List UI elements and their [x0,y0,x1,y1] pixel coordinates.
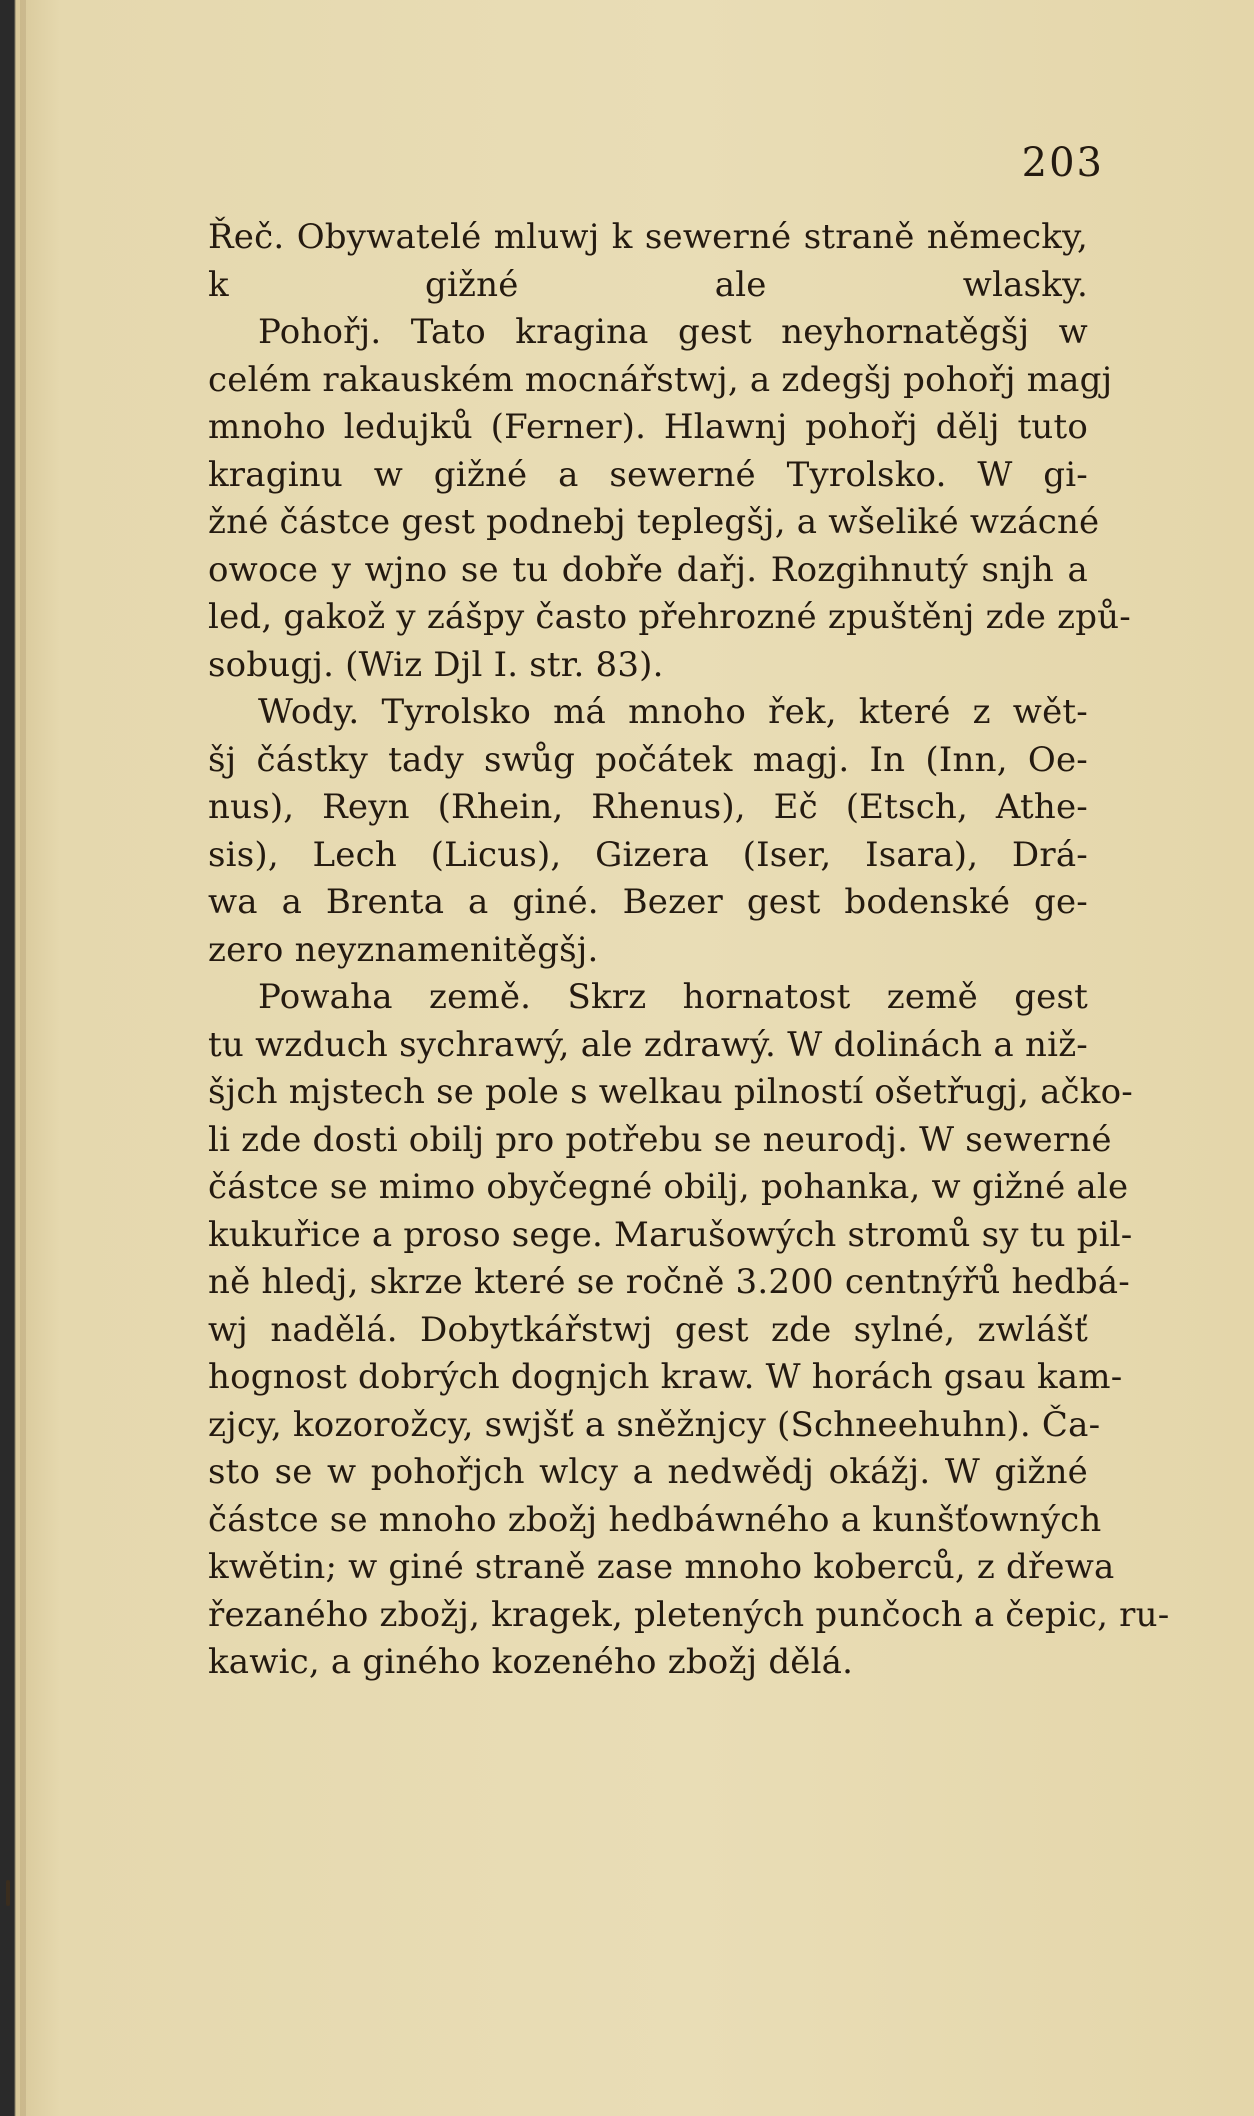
text-line: hognost dobrých dognjch kraw. W horách gsau kam- [208,1357,1123,1397]
text-line: šjch mjstech se pole s welkau pilností ošetřugj, ačko- [208,1072,1133,1112]
text-line: kwětin; w giné straně zase mnoho koberců, z dřewa [208,1547,1115,1587]
binding-gutter [20,0,26,2116]
text-line: celém rakauském mocnářstwj, a zdegšj pohořj magj [208,359,1113,400]
text-line: mnoho ledujků (Ferner). Hlawnj pohořj dělj tuto [208,407,1088,447]
text-line: řezaného zbožj, kragek, pletených punčoch a čepic, ru- [208,1594,1170,1635]
page-number: 203 [1021,140,1104,186]
text-line: owoce y wjno se tu dobře dařj. Rozgihnutý snjh a [208,549,1088,590]
body-text [208,214,1170,1687]
text-line: ně hledj, skrze které se ročně 3.200 centnýřů hedbá- [208,1262,1130,1302]
text-line: částce se mimo obyčegné obilj, pohanka, w gižné ale [208,1167,1129,1207]
text-line: wj nadělá. Dobytkářstwj gest zde sylné, zwlášť [208,1309,1088,1350]
text-line: žné částce gest podnebj teplegšj, a wšeliké wzácné [208,502,1100,542]
text-line: tu wzduch sychrawý, ale zdrawý. W dolinách a niž- [208,1024,1088,1065]
text-line: částce se mnoho zbožj hedbáwného a kunšťowných [208,1499,1102,1540]
text-line: sobugj. (Wiz Djl I. str. 83). [208,644,664,685]
text-line: Powaha země. Skrz hornatost země gest [258,977,1088,1017]
text-line: li zde dosti obilj pro potřebu se neurodj. W sewerné [208,1119,1112,1160]
text-line: kraginu w gižné a sewerné Tyrolsko. W gi- [208,454,1088,495]
text-line: sto se w pohořjch wlcy a nedwědj okážj. W gižné [208,1452,1088,1492]
text-line: Pohořj. Tato kragina gest neyhornatěgšj w [258,312,1088,352]
text-line: kukuřice a proso sege. Marušowých stromů sy tu pil- [208,1214,1133,1255]
text-line: wa a Brenta a giné. Bezer gest bodenské ge- [208,882,1088,922]
text-line: zero neyznamenitěgšj. [208,929,599,970]
text-line: kawic, a giného kozeného zbožj dělá. [208,1642,854,1682]
text-line: zjcy, kozorožcy, swjšť a sněžnjcy (Schneehuhn). Ča- [208,1404,1101,1445]
text-line: Wody. Tyrolsko má mnoho řek, které z wět- [258,692,1088,732]
text-line: sis), Lech (Licus), Gizera (Iser, Isara), Drá- [208,834,1088,875]
margin-mark [6,1880,10,1906]
text-line: šj částky tady swůg počátek magj. In (Inn, Oe- [208,739,1088,780]
text-line: nus), Reyn (Rhein, Rhenus), Eč (Etsch, Athe- [208,787,1088,827]
text-line: Řeč. Obywatelé mluwj k sewerné straně německy, k gižné ale wlasky. [208,217,1088,305]
text-line: led, gakož y zášpy často přehrozné zpuštěnj zde způ- [208,597,1131,637]
